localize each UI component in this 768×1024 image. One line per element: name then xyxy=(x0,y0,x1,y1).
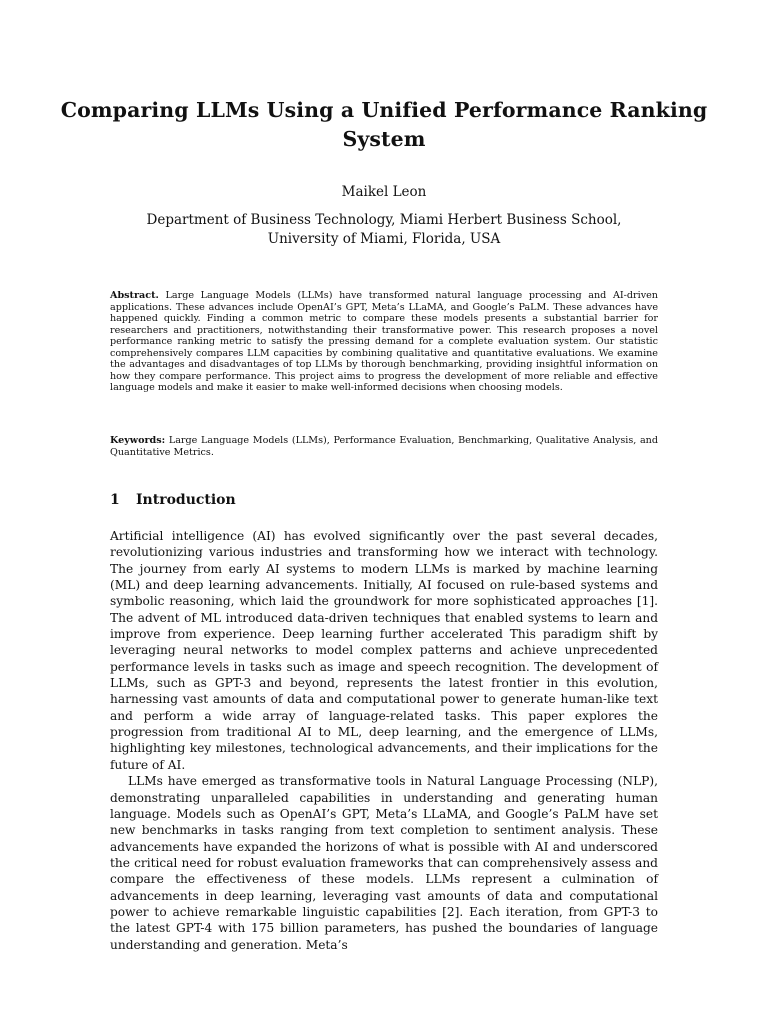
keywords-text: Large Language Models (LLMs), Performance Evaluation, Benchmarking, Qualitative Analysis, and Quantitative Metrics. xyxy=(110,435,658,458)
affiliation-line-2: University of Miami, Florida, USA xyxy=(267,231,501,247)
keywords-label: Keywords: xyxy=(110,435,166,446)
introduction-body xyxy=(110,528,658,953)
introduction-paragraph-2: LLMs have emerged as transformative tools in Natural Language Processing (NLP), demonstrating unparalleled capabilities in understanding and generating human language. Models such as OpenAI’s GPT, Meta’s LLaMA, and Google’s PaLM have set new benchmarks in tasks ranging from text completion to sentiment analysis. These advancements have expanded the horizons of what is possible with AI and underscored the critical need for robust evaluation frameworks that can comprehensively assess and compare the effectiveness of these models. LLMs represent a culmination of advancements in deep learning, leveraging vast amounts of data and computational power to achieve remarkable linguistic capabilities [2]. Each iteration, from GPT-3 to the latest GPT-4 with 175 billion parameters, has pushed the boundaries of language understanding and generation. Meta’s xyxy=(110,774,658,952)
author-name: Maikel Leon xyxy=(341,184,427,200)
paper-title: Comparing LLMs Using a Unified Performance Ranking System xyxy=(60,98,708,151)
affiliation-line-1: Department of Business Technology, Miami Herbert Business School, xyxy=(146,212,622,228)
section-title: Introduction xyxy=(136,492,236,508)
abstract xyxy=(110,290,658,394)
abstract-text: Large Language Models (LLMs) have transformed natural language processing and AI-driven applications. These advances include OpenAI’s GPT, Meta’s LLaMA, and Google’s PaLM. These advances have happened quickly. Finding a common metric to compare these models presents a substantial barrier for researchers and practitioners, notwithstanding their transformative power. This research proposes a novel performance ranking metric to satisfy the pressing demand for a complete evaluation system. Our statistic comprehensively compares LLM capacities by combining qualitative and quantitative evaluations. We examine the advantages and disadvantages of top LLMs by thorough benchmarking, providing insightful information on how they compare performance. This project aims to progress the development of more reliable and effective language models and make it easier to make well-informed decisions when choosing models. xyxy=(110,290,658,394)
introduction-paragraph-1: Artificial intelligence (AI) has evolved significantly over the past several decades, revolutionizing various industries and transforming how we interact with technology. The journey from early AI systems to modern LLMs is marked by machine learning (ML) and deep learning advancements. Initially, AI focused on rule-based systems and symbolic reasoning, which laid the groundwork for more sophisticated approaches [1]. The advent of ML introduced data-driven techniques that enabled systems to learn and improve from experience. Deep learning further accelerated This paradigm shift by leveraging neural networks to model complex patterns and achieve unprecedented performance levels in tasks such as image and speech recognition. The development of LLMs, such as GPT-3 and beyond, represents the latest frontier in this evolution, harnessing vast amounts of data and computational power to generate human-like text and perform a wide array of language-related tasks. This paper explores the progression from traditional AI to ML, deep learning, and the emergence of LLMs, highlighting key milestones, technological advancements, and their implications for the future of AI. xyxy=(110,529,658,772)
section-number: 1 xyxy=(110,492,120,508)
author-affiliation xyxy=(60,211,708,249)
keywords xyxy=(110,435,658,458)
abstract-label: Abstract. xyxy=(110,290,159,301)
section-heading-introduction xyxy=(110,491,658,509)
